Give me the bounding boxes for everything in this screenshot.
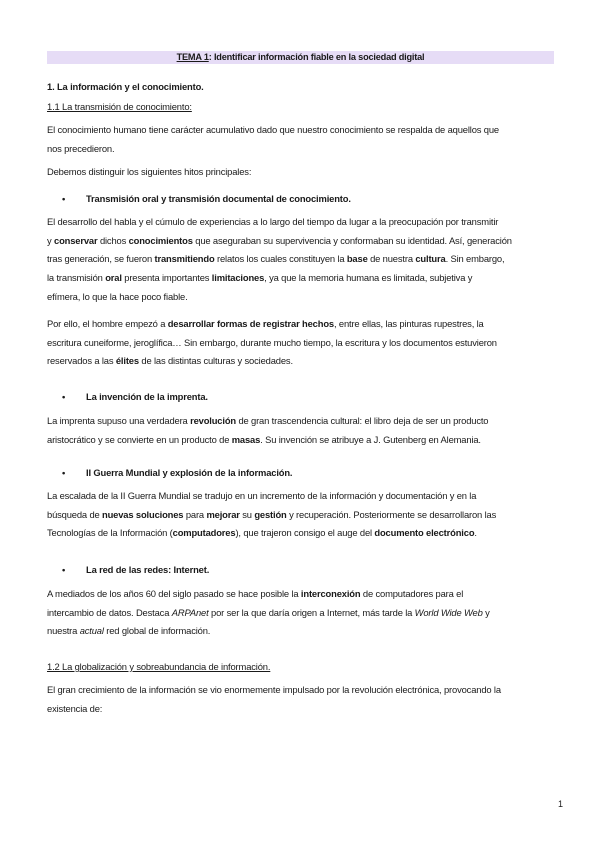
text-span: ), que trajeron consigo el auge del	[235, 527, 375, 539]
text-span: El desarrollo del habla y el cúmulo de experiencias a lo largo del tiempo da lugar a la preocupación por transmitir	[47, 216, 499, 227]
bold-text: desarrollar formas de registrar hechos	[167, 318, 334, 329]
bullet-item	[62, 390, 208, 404]
text-span: la transmisión	[47, 272, 106, 284]
text-span: por ser la que daría origen a Internet, más tarde la	[208, 606, 415, 618]
text-span: existencia de:	[47, 702, 103, 714]
text-span: aristocrático y se convierte en un producto de	[47, 433, 232, 445]
bold-text: oral	[105, 272, 122, 284]
text-span: efímera, lo que la hace poco fiable.	[47, 290, 188, 302]
bold-text: documento electrónico	[374, 527, 475, 539]
text-span: de gran trascendencia cultural: el libro deja de ser un producto	[235, 415, 489, 426]
subheading-1-1: 1.1 La transmisión de conocimiento:	[47, 101, 192, 112]
bullet-icon: •	[62, 391, 66, 402]
text-span: El gran crecimiento de la información se vio enormemente impulsado por la revolución electrónica, provocando la	[47, 684, 501, 695]
italic-text: World Wide Web	[414, 606, 483, 618]
text-span: dichos	[97, 234, 129, 246]
bullet-icon: •	[62, 193, 66, 204]
text-line	[47, 587, 463, 601]
bold-text: conocimientos	[128, 234, 193, 246]
bullet-item	[62, 563, 209, 577]
bold-text: élites	[115, 355, 139, 367]
text-line	[47, 354, 293, 368]
bold-text: computadores	[172, 527, 236, 539]
text-line	[47, 414, 488, 428]
text-line	[47, 683, 501, 697]
text-line	[47, 702, 102, 716]
bullet-icon: •	[62, 564, 66, 575]
text-line	[47, 142, 114, 156]
document-title	[47, 51, 554, 64]
title-prefix: TEMA 1	[176, 52, 209, 62]
text-span: y	[482, 606, 490, 618]
text-span: búsqueda de	[47, 508, 103, 520]
bullet-item	[62, 466, 292, 480]
text-span: de nuestra	[367, 253, 416, 265]
text-span: relatos los cuales constituyen la	[214, 253, 347, 265]
bold-text: mejorar	[206, 508, 240, 520]
text-span: Por ello, el hombre empezó a	[47, 318, 168, 329]
text-line	[47, 290, 188, 304]
bold-text: gestión	[254, 508, 287, 520]
text-span: . Su invención se atribuye a J. Gutenberg en Alemania.	[260, 433, 481, 445]
heading-section-1: 1. La información y el conocimiento.	[47, 81, 204, 92]
bold-text: base	[346, 253, 368, 265]
text-span: escritura cuneiforme, jeroglífica… Sin embargo, durante mucho tiempo, la escritura y los documentos estuvieron	[47, 336, 497, 348]
bullet-icon: •	[62, 467, 66, 478]
subheading-1-2: 1.2 La globalización y sobreabundancia de información.	[47, 661, 271, 672]
text-span: presenta importantes	[121, 272, 212, 284]
text-line	[47, 433, 481, 447]
text-span: A mediados de los años 60 del siglo pasado se hace posible la	[47, 588, 301, 599]
text-span: nuestra	[47, 625, 80, 637]
text-line	[47, 252, 504, 266]
text-line	[47, 215, 498, 229]
bold-text: transmitiendo	[154, 253, 215, 265]
bullet-text: Transmisión oral y transmisión documental de conocimiento.	[86, 193, 351, 204]
text-span: La imprenta supuso una verdadera	[47, 415, 191, 426]
text-span: y recuperación. Posteriormente se desarrollaron las	[286, 508, 497, 520]
text-line	[47, 165, 251, 179]
text-span: Tecnologías de la Información (	[47, 527, 173, 539]
text-span: Debemos distinguir los siguientes hitos principales:	[47, 166, 252, 177]
text-line	[47, 271, 472, 285]
text-span: nos precedieron.	[47, 142, 115, 154]
italic-text: actual	[79, 625, 104, 637]
page-number: 1	[558, 799, 564, 809]
bold-text: masas	[231, 433, 261, 445]
text-line	[47, 336, 497, 350]
title-text: : Identificar información fiable en la sociedad digital	[208, 52, 425, 62]
text-line	[47, 508, 496, 522]
text-line	[47, 317, 484, 331]
text-line	[47, 526, 477, 540]
bold-text: conservar	[54, 234, 98, 246]
bold-text: revolución	[190, 415, 236, 426]
bold-text: interconexión	[300, 588, 361, 599]
text-line	[47, 123, 499, 137]
text-span: , ya que la memoria humana es limitada, subjetiva y	[264, 272, 473, 284]
italic-text: ARPAnet	[171, 606, 209, 618]
text-span: intercambio de datos. Destaca	[47, 606, 172, 618]
bullet-text: La red de las redes: Internet.	[86, 564, 210, 575]
text-span: red global de información.	[103, 625, 211, 637]
text-line	[47, 489, 476, 503]
text-span: El conocimiento humano tiene carácter acumulativo dado que nuestro conocimiento se respalda de aquellos que	[47, 124, 499, 135]
bold-text: limitaciones	[211, 272, 265, 284]
text-span: y	[47, 234, 54, 246]
text-span: que aseguraban su supervivencia y conformaban su identidad. Así, generación	[192, 234, 512, 246]
text-span: reservados a las	[47, 355, 116, 367]
bold-text: cultura	[415, 253, 446, 265]
text-span: de las distintas culturas y sociedades.	[138, 355, 293, 367]
text-span: , entre ellas, las pinturas rupestres, la	[333, 318, 484, 329]
text-span: La escalada de la II Guerra Mundial se tradujo en un incremento de la información y documentación y en la	[47, 490, 477, 501]
bold-text: nuevas soluciones	[102, 508, 184, 520]
bullet-item	[62, 192, 351, 206]
text-span: . Sin embargo,	[445, 253, 505, 265]
text-line	[47, 624, 210, 638]
bullet-text: II Guerra Mundial y explosión de la información.	[86, 467, 293, 478]
text-span: para	[183, 508, 207, 520]
text-span: de computadores para el	[360, 588, 464, 599]
bullet-text: La invención de la imprenta.	[86, 391, 208, 402]
text-line	[47, 606, 490, 620]
text-span: tras generación, se fueron	[47, 253, 155, 265]
text-line	[47, 234, 512, 248]
text-span: .	[474, 527, 477, 539]
text-span: su	[239, 508, 255, 520]
